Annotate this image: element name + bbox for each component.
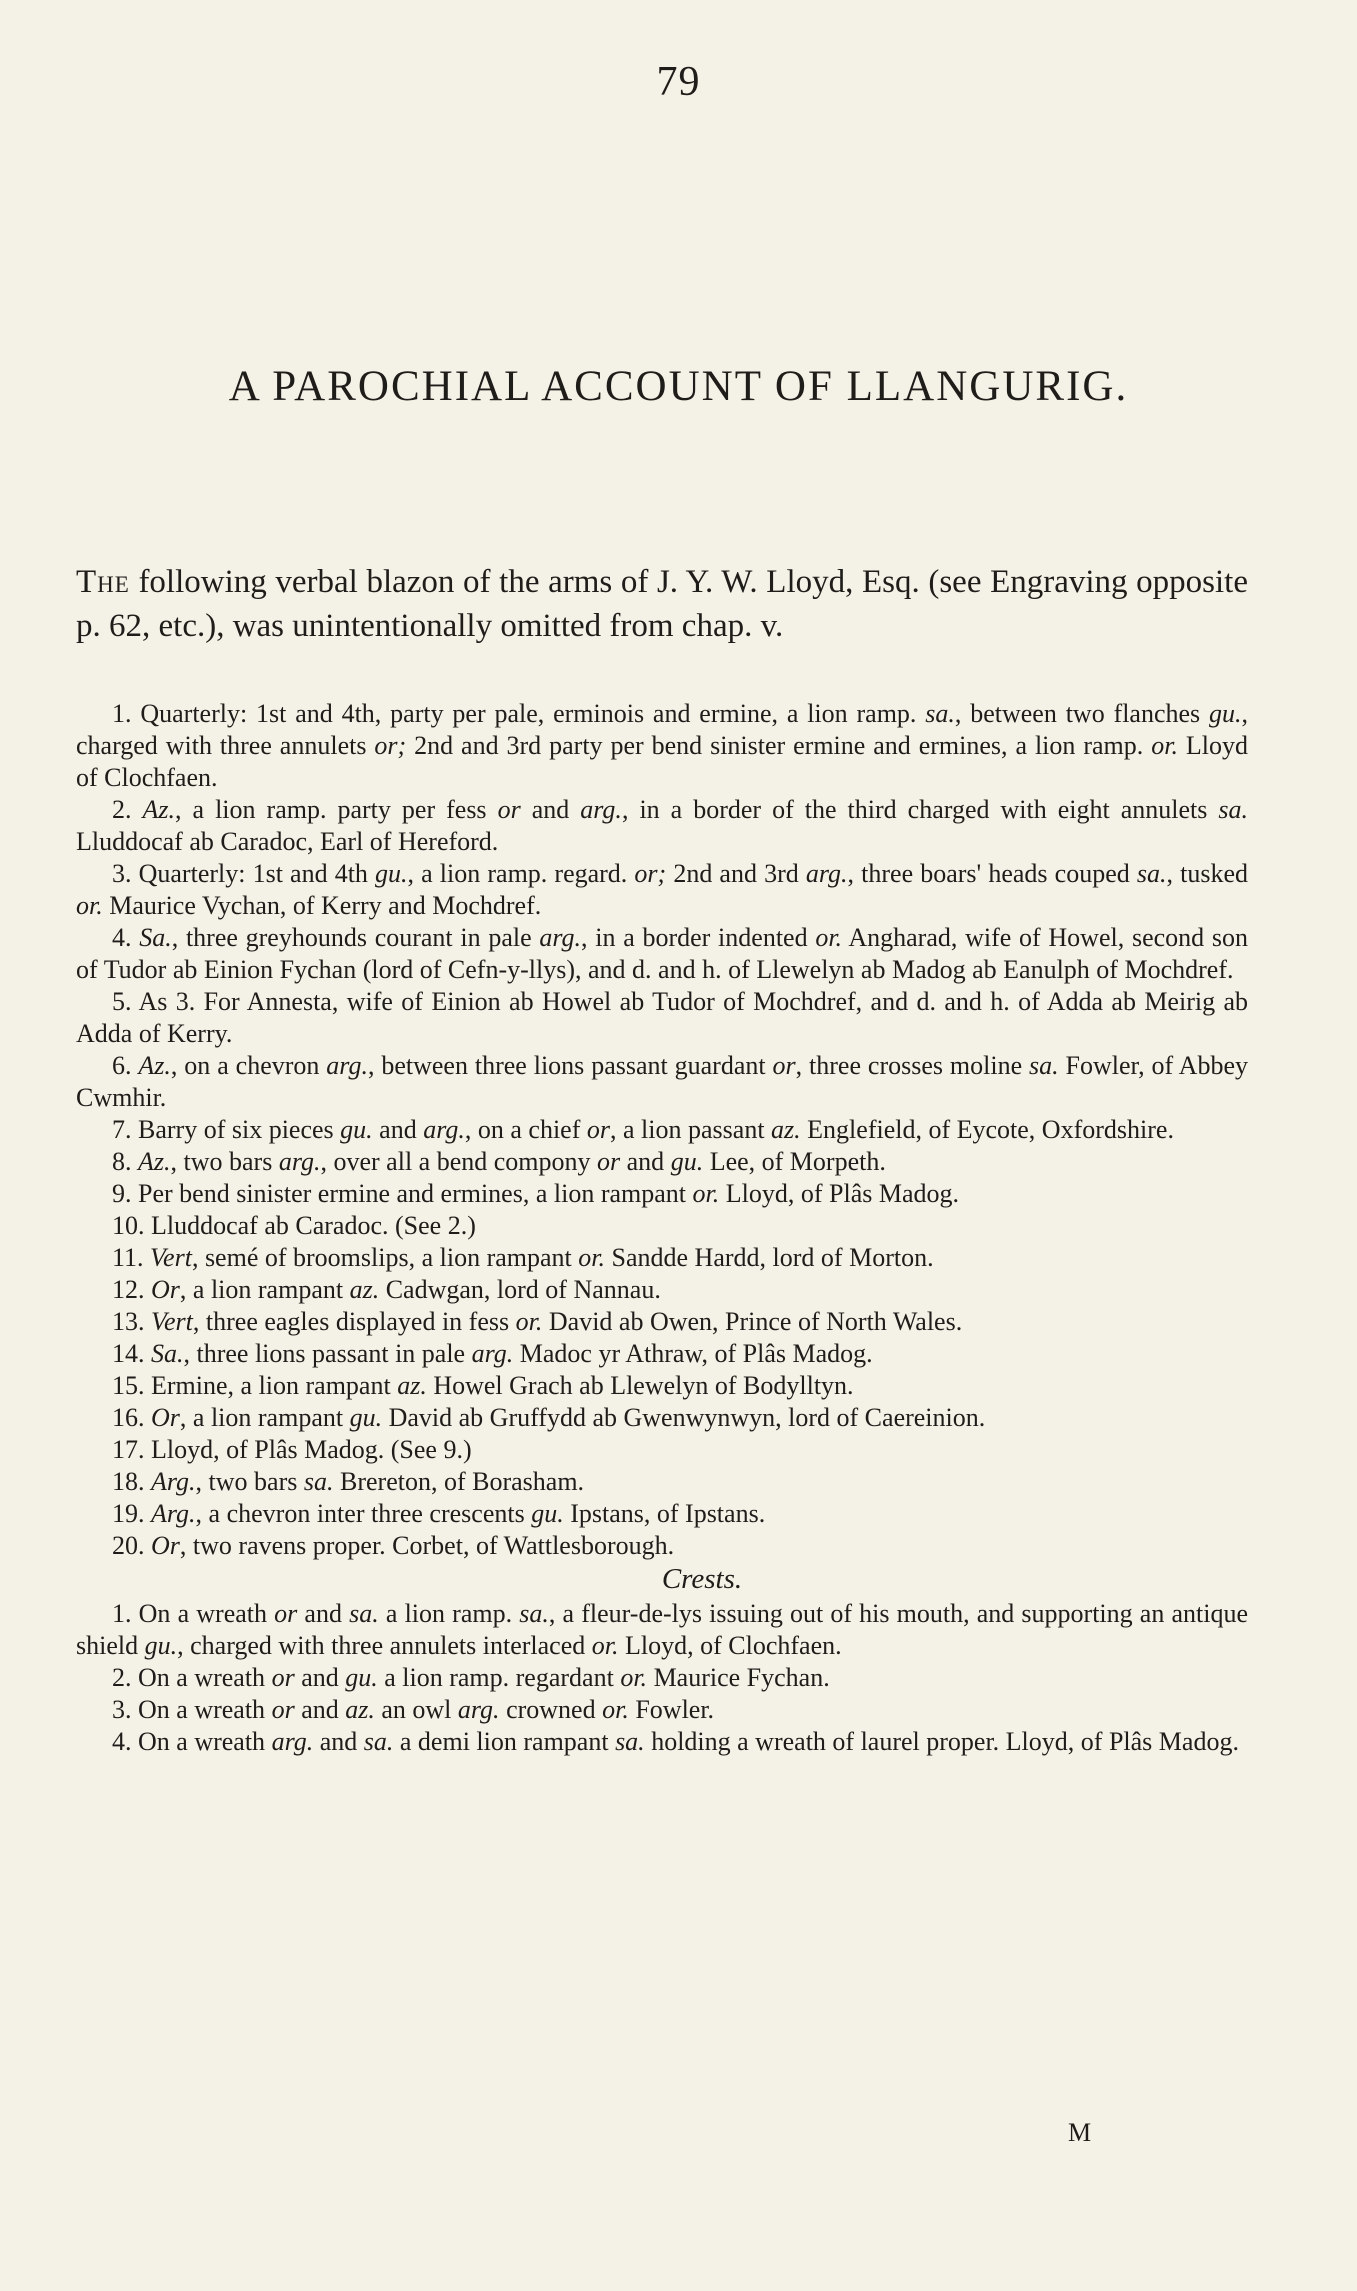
tincture-term: gu. [340, 1115, 373, 1144]
entry-text: 7. Barry of six pieces [112, 1115, 341, 1144]
entry-text: 8. [112, 1147, 138, 1176]
entry-text: a lion ramp. [378, 1599, 520, 1628]
tincture-term: Sa. [139, 923, 172, 952]
entry-text: an owl [374, 1695, 458, 1724]
tincture-term: arg. [805, 859, 848, 888]
intro-text: following verbal blazon of the arms of J. Y. W. Lloyd, Esq. (see Engraving opposite p. 62, etc.), was unintentionally omitted from chap. v. [76, 564, 1248, 644]
tincture-term: sa. [303, 1467, 334, 1496]
tincture-term: or. [620, 1663, 648, 1692]
entry-text: 3. Quarterly: 1st and 4th [112, 859, 376, 888]
entry-text: 9. Per bend sinister ermine and ermines, a lion rampant [112, 1179, 693, 1208]
entry-text: Maurice Vychan, of Kerry and Mochdref. [102, 891, 542, 920]
entry-text: Lee, of Morpeth. [703, 1147, 886, 1176]
arms-entry [76, 922, 1248, 986]
entry-text: , two ravens proper. Corbet, of Wattlesborough. [179, 1531, 675, 1560]
tincture-term: Or [151, 1531, 180, 1560]
arms-entry [76, 1146, 1248, 1178]
entry-text: 13. [112, 1307, 151, 1336]
entry-text: , charged with three annulets interlaced [177, 1631, 592, 1660]
arms-entry [76, 1210, 1248, 1242]
entry-text: 2. [112, 795, 143, 824]
entry-text: Angharad, wife of Howel, second son of Tudor ab Einion Fychan (lord of Cefn-y-llys), and d. and h. of Llewelyn ab Madog ab Eanulph of Mochdref. [76, 923, 1248, 984]
entry-text: 4. [112, 923, 140, 952]
tincture-term: arg. [326, 1051, 368, 1080]
crests-entries [76, 1598, 1248, 1758]
entry-text: , tusked [1166, 859, 1248, 888]
entry-text: 10. Lluddocaf ab Caradoc. (See 2.) [112, 1211, 476, 1240]
entry-text: David ab Gruffydd ab Gwenwynwyn, lord of Caereinion. [382, 1403, 986, 1432]
tincture-term: gu. [144, 1631, 178, 1660]
tincture-term: sa. [363, 1727, 394, 1756]
entry-text: 6. [112, 1051, 139, 1080]
entry-text: Cadwgan, lord of Nannau. [379, 1275, 661, 1304]
tincture-term: arg. [457, 1695, 500, 1724]
tincture-term: sa. [349, 1599, 379, 1628]
arms-entry [76, 986, 1248, 1050]
entry-text: 18. [112, 1467, 151, 1496]
crest-entry [76, 1662, 1248, 1694]
entry-text: , two bars [195, 1467, 304, 1496]
entry-text: , a lion passant [610, 1115, 772, 1144]
tincture-term: Or [151, 1403, 180, 1432]
entry-text: Sandde Hardd, lord of Morton. [605, 1243, 934, 1272]
entry-text: holding a wreath of laurel proper. Lloyd, of Plâs Madog. [644, 1727, 1239, 1756]
arms-entry [76, 698, 1248, 794]
entry-text: Maurice Fychan. [647, 1663, 830, 1692]
tincture-term: or [772, 1051, 796, 1080]
entry-text: 19. [112, 1499, 151, 1528]
entry-text: , charged with three annulets [76, 699, 1248, 760]
arms-entry [76, 1402, 1248, 1434]
entry-text: a lion ramp. regardant [377, 1663, 621, 1692]
crests-heading: Crests. [661, 1563, 743, 1595]
entry-text: , a fleur-de-lys issuing out of his mouth, and supporting an antique shield [76, 1599, 1249, 1660]
entry-text: , a chevron inter three crescents [195, 1499, 532, 1528]
tincture-term: or. [515, 1307, 543, 1336]
tincture-term: Az. [138, 1147, 171, 1176]
tincture-term: sa. [1218, 795, 1249, 824]
entry-text: Brereton, of Borasham. [333, 1467, 585, 1496]
tincture-term: or. [692, 1179, 720, 1208]
tincture-term: sa. [519, 1599, 549, 1628]
entry-text: crowned [499, 1695, 603, 1724]
entry-text: 1. Quarterly: 1st and 4th, party per pale, erminois and ermine, a lion ramp. [112, 699, 926, 728]
arms-entry [76, 1498, 1248, 1530]
tincture-term: Vert [151, 1307, 193, 1336]
entry-text: Fowler. [628, 1695, 715, 1724]
tincture-term: or [271, 1695, 295, 1724]
entry-text: and [313, 1727, 364, 1756]
entry-text: 14. [112, 1339, 151, 1368]
entry-text: David ab Owen, Prince of North Wales. [542, 1307, 963, 1336]
tincture-term: or. [1151, 731, 1178, 760]
entry-text: 3. On a wreath [112, 1695, 272, 1724]
entry-text: and [372, 1115, 424, 1144]
tincture-term: or. [578, 1243, 606, 1272]
entry-text: , on a chevron [170, 1051, 327, 1080]
entry-text: 20. [112, 1531, 151, 1560]
entry-text: and [620, 1147, 671, 1176]
tincture-term: gu. [531, 1499, 564, 1528]
entry-text: 4. On a wreath [112, 1727, 272, 1756]
entry-text: , in a border of the third charged with eight annulets [621, 795, 1219, 824]
entry-text: Lloyd, of Plâs Madog. [719, 1179, 960, 1208]
entry-text: Howel Grach ab Llewelyn of Bodylltyn. [426, 1371, 854, 1400]
tincture-term: arg. [580, 795, 622, 824]
tincture-term: az. [397, 1371, 427, 1400]
chapter-title: A PAROCHIAL ACCOUNT OF LLANGURIG. [228, 363, 1129, 410]
entry-text: 1. On a wreath [112, 1599, 275, 1628]
tincture-term: gu. [670, 1147, 704, 1176]
crest-entry [76, 1694, 1248, 1726]
entry-text: , in a border indented [581, 923, 816, 952]
crest-entry [76, 1598, 1248, 1662]
arms-entry [76, 794, 1248, 858]
tincture-term: or; [634, 859, 667, 888]
entry-text: , a lion rampant [179, 1275, 350, 1304]
entry-text: , two bars [170, 1147, 279, 1176]
entry-text: 11. [112, 1243, 151, 1272]
arms-entry [76, 1434, 1248, 1466]
entry-text: Englefield, of Eycote, Oxfordshire. [800, 1115, 1174, 1144]
arms-entry [76, 1114, 1248, 1146]
entry-text: 12. [112, 1275, 151, 1304]
tincture-term: or [597, 1147, 621, 1176]
tincture-term: or. [815, 923, 843, 952]
entry-text: , three crosses moline [795, 1051, 1030, 1080]
tincture-term: gu. [349, 1403, 383, 1432]
tincture-term: gu. [1209, 699, 1242, 728]
arms-entry [76, 1466, 1248, 1498]
tincture-term: Arg. [151, 1467, 196, 1496]
entry-text: , three eagles displayed in fess [192, 1307, 516, 1336]
arms-entry [76, 1306, 1248, 1338]
arms-entry [76, 1370, 1248, 1402]
tincture-term: arg. [471, 1339, 514, 1368]
entry-text: , over all a bend compony [320, 1147, 598, 1176]
entry-text: , a lion ramp. regard. [407, 859, 635, 888]
entry-text: , between three lions passant guardant [367, 1051, 773, 1080]
intro-paragraph [76, 560, 1248, 648]
tincture-term: or. [76, 891, 103, 920]
entry-text: , semé of broomslips, a lion rampant [191, 1243, 579, 1272]
tincture-term: sa. [1136, 859, 1167, 888]
tincture-term: or [274, 1599, 298, 1628]
arms-entry [76, 1274, 1248, 1306]
arms-entry [76, 1050, 1248, 1114]
entry-text: 5. As 3. For Annesta, wife of Einion ab Howel ab Tudor of Mochdref, and d. and h. of Adda ab Meirig ab Adda of Kerry. [76, 987, 1248, 1048]
tincture-term: sa. [615, 1727, 645, 1756]
crest-entry [76, 1726, 1248, 1758]
tincture-term: or [586, 1115, 611, 1144]
entry-text: Lluddocaf ab Caradoc, Earl of Hereford. [76, 827, 499, 856]
tincture-term: or [271, 1663, 295, 1692]
entry-text: Madoc yr Athraw, of Plâs Madog. [513, 1339, 873, 1368]
entry-text: 2. On a wreath [112, 1663, 272, 1692]
tincture-term: gu. [345, 1663, 378, 1692]
tincture-term: arg. [278, 1147, 321, 1176]
entry-text: and [297, 1599, 350, 1628]
tincture-term: az. [345, 1695, 375, 1724]
signature-mark: M [1068, 2118, 1092, 2147]
tincture-term: sa. [1029, 1051, 1059, 1080]
entry-text: 16. [112, 1403, 151, 1432]
tincture-term: or. [602, 1695, 629, 1724]
tincture-term: Az. [142, 795, 176, 824]
entry-text: 17. Lloyd, of Plâs Madog. (See 9.) [112, 1435, 472, 1464]
arms-entry [76, 1178, 1248, 1210]
tincture-term: or; [374, 731, 407, 760]
tincture-term: Sa. [151, 1339, 184, 1368]
tincture-term: arg. [539, 923, 582, 952]
entry-text: , three boars' heads couped [847, 859, 1137, 888]
entry-text: a demi lion rampant [393, 1727, 616, 1756]
entry-text: , three greyhounds courant in pale [171, 923, 540, 952]
entry-text: 2nd and 3rd [666, 859, 806, 888]
blazon-list [76, 698, 1248, 1758]
tincture-term: arg. [271, 1727, 314, 1756]
entry-text: Lloyd, of Clochfaen. [618, 1631, 842, 1660]
entry-text: Fowler, of Abbey Cwmhir. [76, 1051, 1249, 1112]
tincture-term: az. [771, 1115, 801, 1144]
entry-text: 2nd and 3rd party per bend sinister ermine and ermines, a lion ramp. [406, 731, 1152, 760]
tincture-term: or [497, 795, 521, 824]
arms-entry [76, 1338, 1248, 1370]
entry-text: , three lions passant in pale [183, 1339, 472, 1368]
entry-text: and [294, 1695, 346, 1724]
entry-text: Ipstans, of Ipstans. [563, 1499, 766, 1528]
tincture-term: Az. [138, 1051, 171, 1080]
entry-text: , between two flanches [954, 699, 1209, 728]
tincture-term: Arg. [151, 1499, 196, 1528]
tincture-term: sa. [925, 699, 955, 728]
page-number: 79 [656, 59, 701, 105]
entry-text: , on a chief [464, 1115, 587, 1144]
entry-text: Lloyd of Clochfaen. [76, 731, 1248, 792]
intro-lead-word: The [76, 564, 130, 600]
entry-text: 15. Ermine, a lion rampant [112, 1371, 398, 1400]
tincture-term: Vert [150, 1243, 192, 1272]
arms-entry [76, 1242, 1248, 1274]
entry-text: , a lion ramp. party per fess [175, 795, 498, 824]
entry-text: , a lion rampant [179, 1403, 350, 1432]
tincture-term: Or [151, 1275, 180, 1304]
arms-entry [76, 858, 1248, 922]
tincture-term: arg. [423, 1115, 465, 1144]
arms-entry [76, 1530, 1248, 1562]
tincture-term: az. [349, 1275, 380, 1304]
entry-text: and [294, 1663, 346, 1692]
arms-entries [76, 698, 1248, 1562]
tincture-term: or. [591, 1631, 619, 1660]
entry-text: and [520, 795, 581, 824]
tincture-term: gu. [375, 859, 408, 888]
